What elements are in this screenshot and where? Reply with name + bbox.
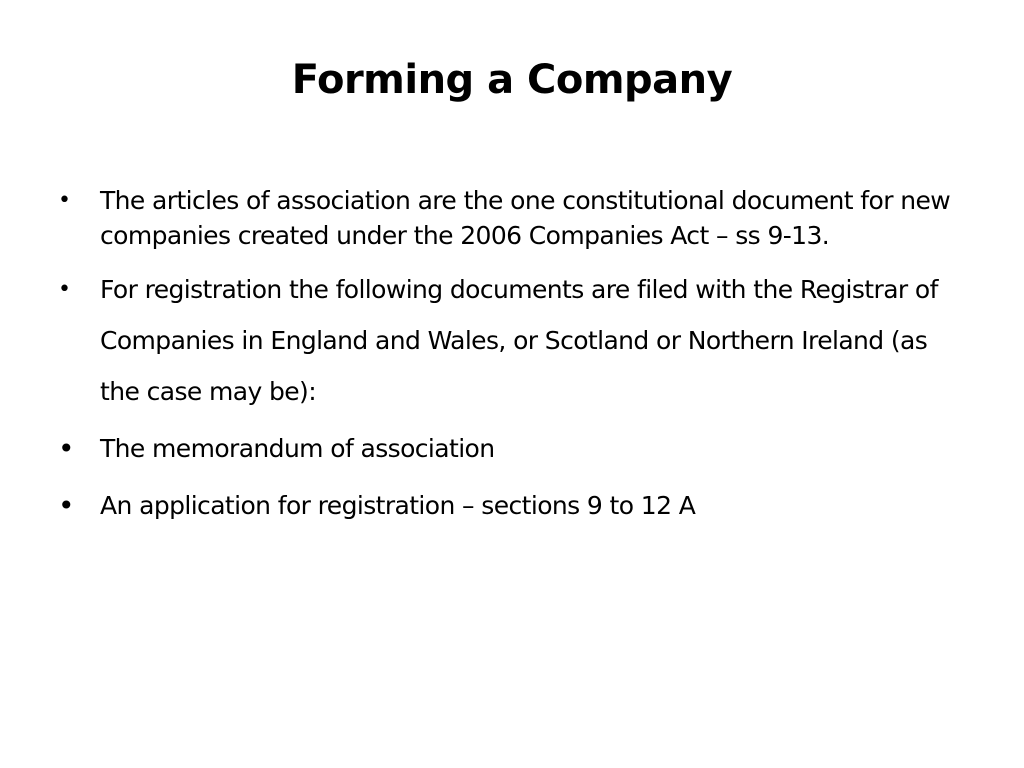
bullet-marker: •	[58, 277, 71, 302]
bullet-marker: •	[58, 432, 74, 465]
bullet-marker: •	[58, 188, 71, 213]
bullet-text: The articles of association are the one constitutional document for new companies created under the 2006 Companies Act – ss 9-13.	[100, 186, 951, 250]
bullet-text: The memorandum of association	[100, 434, 495, 463]
bullet-item	[56, 183, 956, 253]
bullet-list	[56, 183, 956, 531]
bullet-item	[56, 274, 956, 427]
bullet-text: An application for registration – sections 9 to 12 A	[100, 491, 696, 520]
bullet-item	[56, 480, 956, 531]
bullet-marker: •	[58, 489, 74, 522]
bullet-text: For registration the following documents are filed with the Registrar of Companies in England and Wales, or Scotland or Northern Ireland (as the case may be):	[100, 275, 938, 406]
bullet-item	[56, 423, 956, 474]
slide-title: Forming a Company	[291, 57, 733, 103]
